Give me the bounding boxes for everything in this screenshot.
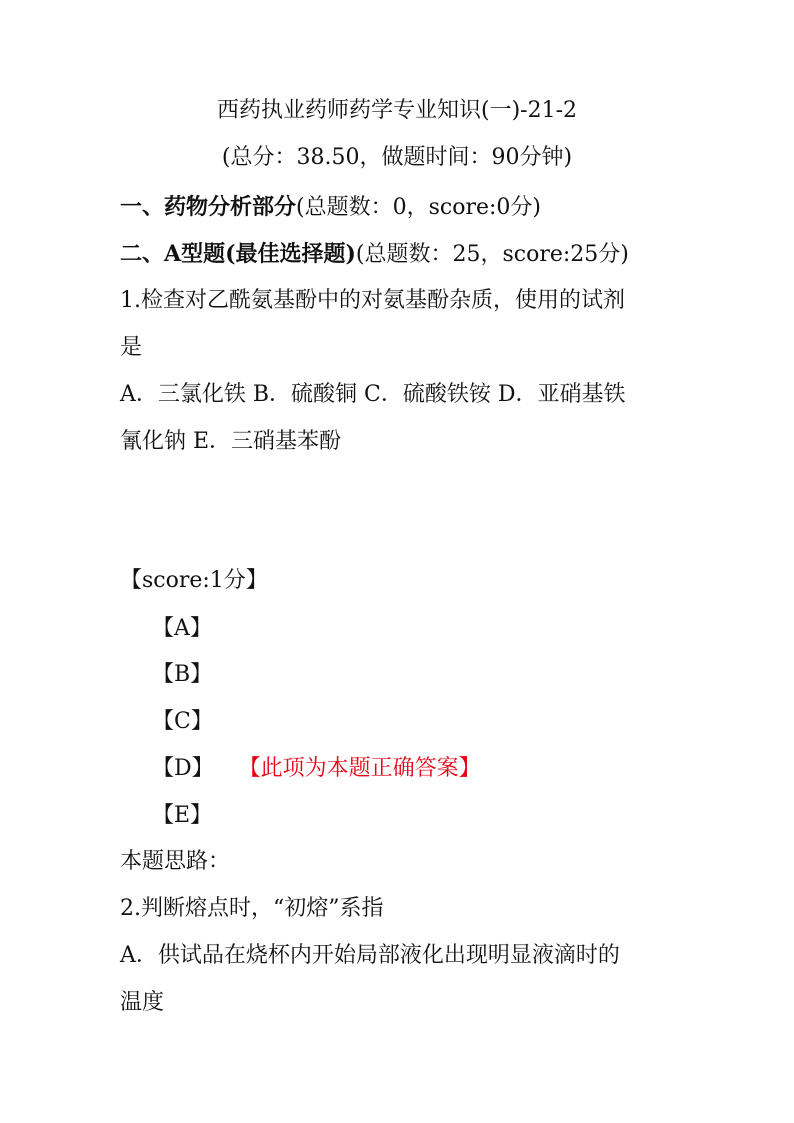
- correct-answer-marker: 【此项为本题正确答案】: [249, 756, 481, 781]
- section-1-heading: 一、药物分析部分: [120, 194, 297, 220]
- choice-d[interactable]: 【D】: [152, 756, 214, 781]
- section-2: [120, 239, 629, 270]
- document-subtitle: (总分：38.50，做题时间：90分钟): [221, 145, 573, 170]
- question-1-stem-line1: 1.检查对乙酰氨基酚中的对氨基酚杂质，使用的试剂: [120, 288, 625, 313]
- choice-a[interactable]: 【A】: [152, 616, 212, 641]
- question-1-stem-line2: 是: [120, 335, 143, 360]
- question-2-option-a-line1: A．供试品在烧杯内开始局部液化出现明显液滴时的: [120, 943, 620, 968]
- section-2-info: (总题数：25，score:25分): [355, 242, 629, 267]
- question-1-options-line1: A．三氯化铁 B．硫酸铜 C．硫酸铁铵 D．亚硝基铁: [120, 382, 626, 407]
- section-2-heading: 二、A型题(最佳选择题): [120, 241, 356, 267]
- section-1-info: (总题数：0，score:0分): [296, 195, 541, 220]
- choice-b[interactable]: 【B】: [152, 662, 213, 687]
- question-2-stem: 2.判断熔点时，“初熔”系指: [120, 896, 384, 921]
- explanation-label: 本题思路：: [120, 849, 231, 874]
- question-1-score: 【score:1分】: [120, 568, 268, 593]
- document-title: 西药执业药师药学专业知识(一)-21-2: [216, 98, 578, 123]
- question-1-options-line2: 氰化钠 E．三硝基苯酚: [120, 429, 342, 454]
- choice-d-row: [152, 754, 481, 784]
- choice-c[interactable]: 【C】: [152, 709, 213, 734]
- choice-e[interactable]: 【E】: [152, 803, 213, 828]
- section-1: [120, 192, 541, 223]
- question-2-option-a-line2: 温度: [120, 990, 165, 1015]
